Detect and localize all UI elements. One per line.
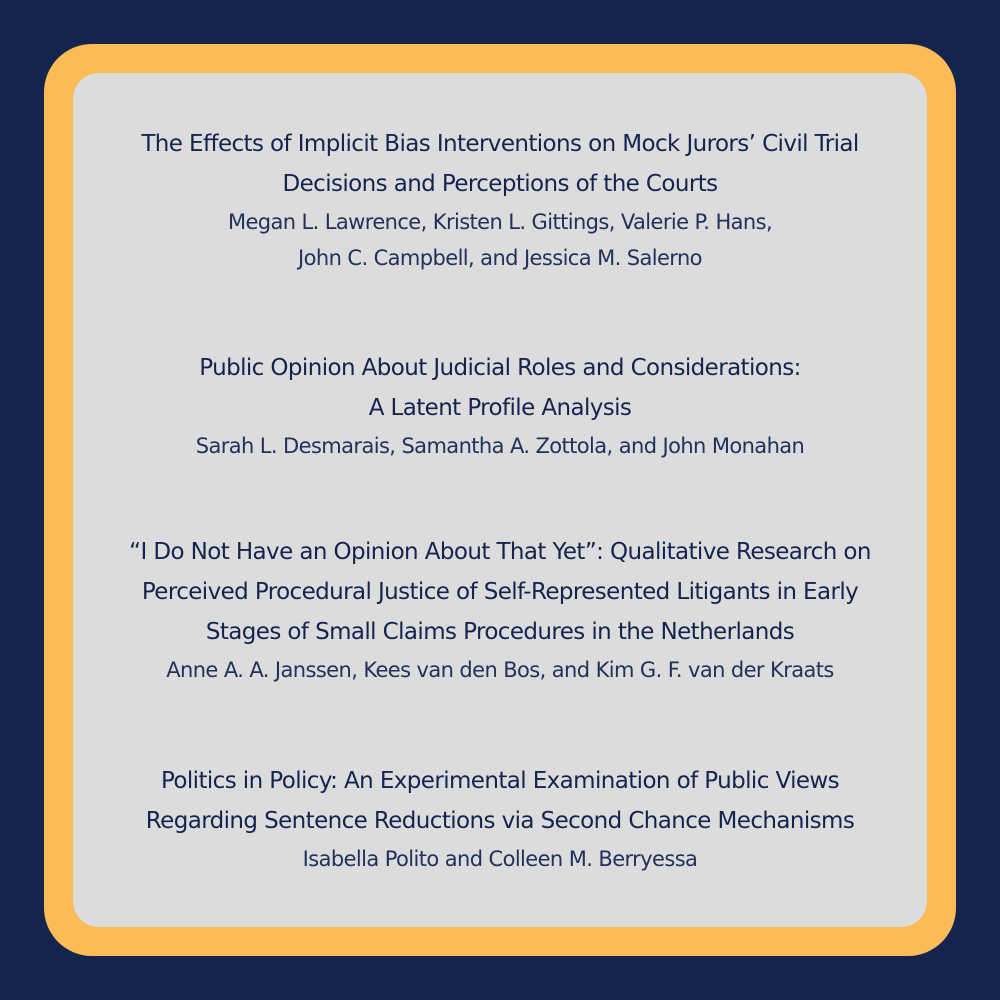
article-title-line: Stages of Small Claims Procedures in the Netherlands [205, 619, 795, 645]
article-authors-line: Megan L. Lawrence, Kristen L. Gittings, Valerie P. Hans, [227, 210, 773, 234]
article-entry [73, 532, 927, 688]
article-entry [73, 124, 927, 276]
article-title-line: The Effects of Implicit Bias Interventions on Mock Jurors’ Civil Trial [141, 131, 859, 157]
article-title-line: “I Do Not Have an Opinion About That Yet”: Qualitative Research on [129, 539, 871, 565]
article-authors-line: John C. Campbell, and Jessica M. Salerno [298, 246, 702, 270]
article-entry [73, 761, 927, 877]
article-title-line: Public Opinion About Judicial Roles and Considerations: [199, 355, 801, 381]
article-title-line: Decisions and Perceptions of the Courts [282, 171, 718, 197]
article-title-line: Politics in Policy: An Experimental Examination of Public Views [160, 768, 840, 794]
article-title-line: Regarding Sentence Reductions via Second Chance Mechanisms [145, 808, 855, 834]
article-authors-line: Anne A. A. Janssen, Kees van den Bos, and Kim G. F. van der Kraats [166, 658, 834, 682]
article-entry [73, 348, 927, 464]
article-title-line: A Latent Profile Analysis [368, 395, 632, 421]
article-list-card [73, 73, 927, 927]
article-authors-line: Sarah L. Desmarais, Samantha A. Zottola, and John Monahan [195, 434, 805, 458]
article-authors-line: Isabella Polito and Colleen M. Berryessa [302, 847, 698, 871]
article-title-line: Perceived Procedural Justice of Self-Represented Litigants in Early [141, 579, 859, 605]
